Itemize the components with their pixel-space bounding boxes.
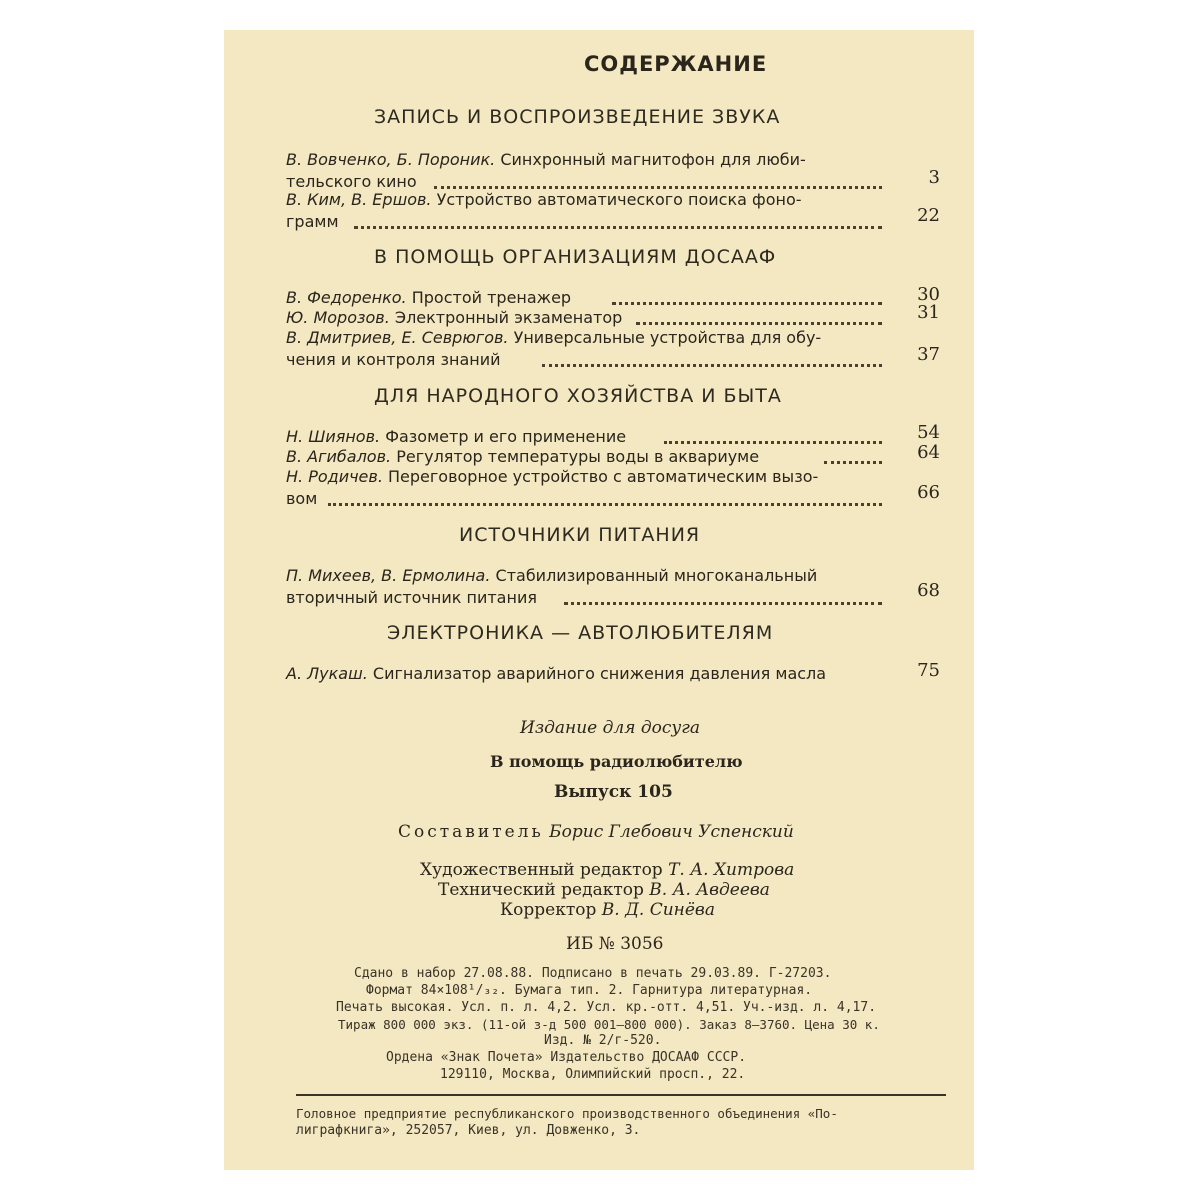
- art-editor-line: [420, 860, 794, 880]
- divider-rule: [296, 1094, 946, 1096]
- entry-page: 75: [917, 660, 940, 681]
- entry-author: В. Агибалов.: [286, 447, 392, 466]
- printer-line: лиграфкнига», 252057, Киев, ул. Довженко, 3.: [296, 1123, 641, 1138]
- book-page: [224, 30, 974, 1170]
- entry-title-cont: вторичный источник питания: [286, 588, 537, 607]
- imprint-line: Формат 84×108¹/₃₂. Бумага тип. 2. Гарнитура литературная.: [366, 983, 813, 998]
- entry-author: П. Михеев, В. Ермолина.: [286, 566, 491, 585]
- entry-title-cont: грамм: [286, 212, 339, 231]
- section-heading: ЗАПИСЬ И ВОСПРОИЗВЕДЕНИЕ ЗВУКА: [374, 106, 781, 128]
- edition-note: Издание для досуга: [520, 718, 700, 738]
- section-heading: ДЛЯ НАРОДНОГО ХОЗЯЙСТВА И БЫТА: [374, 385, 782, 407]
- entry-author: Н. Шиянов.: [286, 427, 381, 446]
- imprint-line: Ордена «Знак Почета» Издательство ДОСААФ СССР.: [386, 1050, 747, 1065]
- leader-dots: [636, 322, 882, 325]
- imprint-line: Изд. № 2/г-520.: [544, 1033, 662, 1048]
- leader-dots: [328, 503, 882, 506]
- leader-dots: [612, 302, 882, 305]
- issue-number: Выпуск 105: [554, 782, 673, 802]
- entry-title: Устройство автоматического поиска фоно-: [436, 190, 802, 209]
- imprint-line: Сдано в набор 27.08.88. Подписано в печать 29.03.89. Г-27203.: [354, 966, 832, 981]
- entry-title-cont: вом: [286, 489, 318, 508]
- entry-page: 31: [917, 302, 940, 323]
- entry-page: 54: [917, 422, 940, 443]
- compiler-label: Составитель: [398, 822, 544, 842]
- entry-page: 68: [917, 580, 940, 601]
- entry-title: Электронный экзаменатор: [394, 308, 623, 327]
- entry-title: Переговорное устройство с автоматическим вызо-: [388, 467, 819, 486]
- section-heading: ИСТОЧНИКИ ПИТАНИЯ: [459, 524, 701, 546]
- compiler-line: [398, 822, 794, 842]
- tech-editor-label: Технический редактор: [438, 880, 644, 900]
- printer-line: Головное предприятие республиканского производственного объединения «По-: [296, 1106, 838, 1121]
- leader-dots: [824, 461, 882, 464]
- entry-author: В. Вовченко, Б. Пороник.: [286, 150, 496, 169]
- entry-title-cont: чения и контроля знаний: [286, 350, 501, 369]
- entry-title: Регулятор температуры воды в аквариуме: [396, 447, 760, 466]
- entry-author: А. Лукаш.: [286, 664, 368, 683]
- art-editor-name: Т. А. Хитрова: [668, 860, 795, 880]
- entry-author: В. Федоренко.: [286, 288, 407, 307]
- proofreader-label: Корректор: [500, 900, 597, 920]
- section-heading: ЭЛЕКТРОНИКА — АВТОЛЮБИТЕЛЯМ: [387, 622, 774, 644]
- entry-title: Простой тренажер: [411, 288, 572, 307]
- section-heading: В ПОМОЩЬ ОРГАНИЗАЦИЯМ ДОСААФ: [374, 246, 777, 268]
- entry-page: 64: [917, 442, 940, 463]
- entry-author: Ю. Морозов.: [286, 308, 390, 327]
- leader-dots: [434, 186, 882, 189]
- tech-editor-name: В. А. Авдеева: [649, 880, 770, 900]
- entry-page: 22: [917, 205, 940, 226]
- entry-author: В. Ким, В. Ершов.: [286, 190, 432, 209]
- entry-title: Синхронный магнитофон для люби-: [500, 150, 806, 169]
- entry-title-cont: тельского кино: [286, 172, 417, 191]
- ib-number: ИБ № 3056: [566, 934, 664, 954]
- entry-page: 66: [917, 482, 940, 503]
- compiler-name: Борис Глебович Успенский: [549, 822, 794, 842]
- art-editor-label: Художественный редактор: [420, 860, 663, 880]
- tech-editor-line: [438, 880, 770, 900]
- entry-page: 37: [917, 344, 940, 365]
- entry-title: Сигнализатор аварийного снижения давления масла: [372, 664, 827, 683]
- entry-title: Универсальные устройства для обу-: [513, 328, 822, 347]
- entry-page: 30: [917, 284, 940, 305]
- leader-dots: [354, 226, 882, 229]
- entry-author: В. Дмитриев, Е. Севрюгов.: [286, 328, 509, 347]
- entry-author: Н. Родичев.: [286, 467, 383, 486]
- leader-dots: [542, 364, 882, 367]
- leader-dots: [564, 602, 882, 605]
- entry-title: Стабилизированный многоканальный: [495, 566, 818, 585]
- proofreader-line: [500, 900, 715, 920]
- imprint-line: Тираж 800 000 экз. (11-ой з-д 500 001—800 000). Заказ 8—3760. Цена 30 к.: [338, 1017, 880, 1032]
- entry-page: 3: [928, 167, 940, 188]
- imprint-line: Печать высокая. Усл. п. л. 4,2. Усл. кр.-отт. 4,51. Уч.-изд. л. 4,17.: [336, 1000, 877, 1015]
- leader-dots: [664, 441, 882, 444]
- entry-title: Фазометр и его применение: [385, 427, 627, 446]
- series-title: В помощь радиолюбителю: [490, 752, 743, 771]
- imprint-line: 129110, Москва, Олимпийский просп., 22.: [440, 1067, 746, 1082]
- proofreader-name: В. Д. Синёва: [601, 900, 715, 920]
- contents-title: СОДЕРЖАНИЕ: [584, 52, 768, 76]
